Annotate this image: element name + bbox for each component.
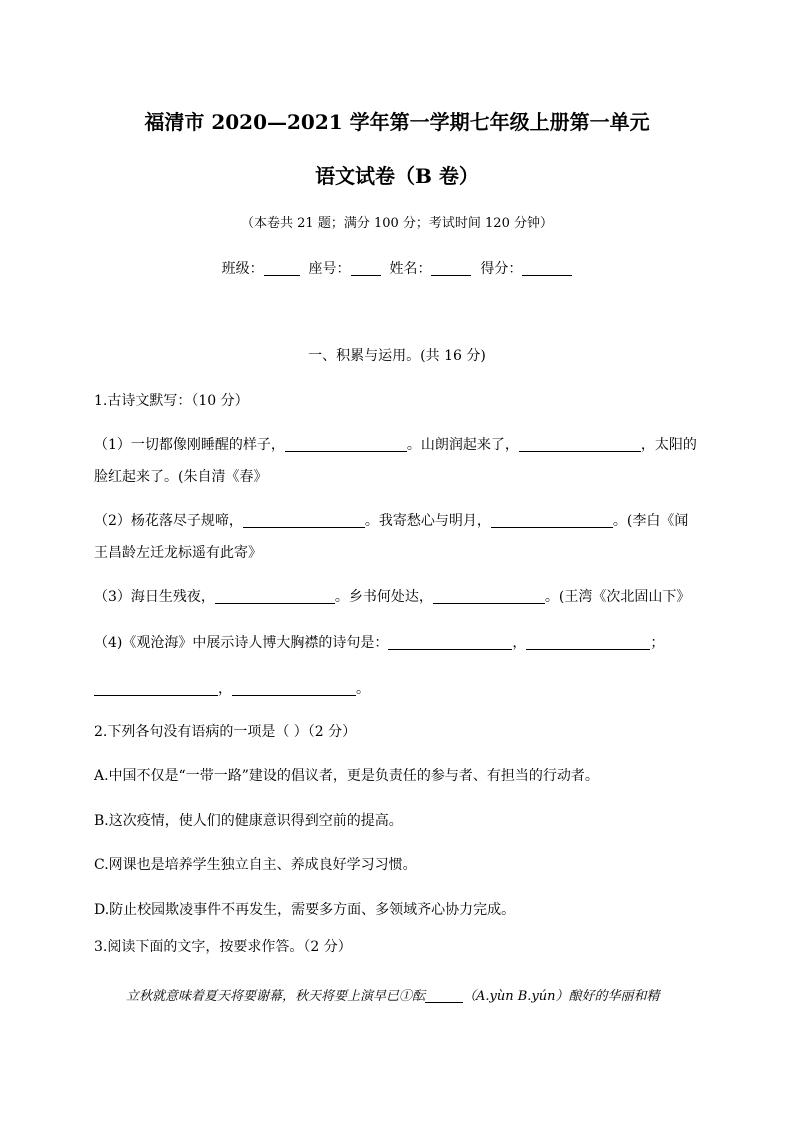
score-blank[interactable] [522, 261, 572, 276]
q3-title: 3.阅读下面的文字，按要求作答。（2 分） [94, 939, 352, 955]
score-label: 得分： [480, 261, 523, 277]
q1-item4-text-a: （4)《观沧海》中展示诗人博大胸襟的诗句是： [94, 635, 389, 651]
q2-title: 2.下列各句没有语病的一项是（ ）（2 分） [94, 724, 357, 740]
q2-option-c: C.网课也是培养学生独立自主、养成良好学习习惯。 [94, 857, 417, 873]
q2-option-b: B.这次疫情，使人们的健康意识得到空前的提高。 [94, 813, 403, 829]
q1-item4-blank-2[interactable] [526, 635, 650, 650]
q1-item4-blank-3[interactable] [94, 681, 218, 696]
q1-item4-cont [94, 678, 370, 698]
name-label: 姓名： [389, 261, 432, 277]
page-subtitle-title: 语文试卷（B 卷） [315, 164, 479, 188]
page-title: 福清市 2020—2021 学年第一学期七年级上册第一单元 [144, 110, 650, 134]
section-heading: 一、积累与运用。(共 16 分) [308, 348, 486, 364]
q1-item2-blank-1[interactable] [243, 513, 365, 528]
seat-blank[interactable] [351, 261, 381, 276]
class-blank[interactable] [264, 261, 300, 276]
q1-item4-text-d: ， [218, 681, 232, 697]
q1-item1-text-c: ，太阳的 [640, 437, 697, 453]
q1-item4-text-e: 。 [356, 681, 370, 697]
q1-item1-blank-2[interactable] [519, 437, 641, 452]
class-label: 班级： [221, 261, 264, 277]
q1-item2-text-c: 。(李白《闻 [612, 513, 689, 529]
q1-item3-text-b: 。乡书何处达， [334, 589, 433, 605]
q1-item4-blank-1[interactable] [388, 635, 512, 650]
q3-passage [126, 985, 660, 1004]
q1-item2-text-b: 。我寄愁心与明月， [364, 513, 491, 529]
q3-passage-text-a: 立秋就意味着夏天将要谢幕，秋天将要上演早已①酝 [126, 989, 426, 1004]
seat-label: 座号： [308, 261, 351, 277]
q1-item3-text-c: 。(王湾《次北固山下》 [544, 589, 691, 605]
q1-item2-text-a: （2）杨花落尽子规啼， [94, 513, 243, 529]
q1-item3 [94, 586, 690, 606]
q1-item4-text-c: ； [650, 635, 665, 651]
q1-item4-blank-4[interactable] [232, 681, 356, 696]
q1-item3-blank-2[interactable] [433, 589, 545, 604]
student-info-row [0, 258, 794, 278]
q3-passage-text-b: （A.yùn B.yún）酿好的华丽和精 [463, 989, 660, 1004]
q1-item1-text-a: （1）一切都像刚睡醒的样子， [94, 437, 285, 453]
q1-item3-text-a: （3）海日生残夜， [94, 589, 215, 605]
q3-blank-1[interactable] [425, 989, 463, 1003]
q1-item1 [94, 434, 697, 454]
q2-option-d: D.防止校园欺凌事件不再发生，需要多方面、多领域齐心协力完成。 [94, 902, 516, 918]
q1-item2-blank-2[interactable] [491, 513, 613, 528]
q1-title: 1.古诗文默写：（10 分） [94, 393, 249, 409]
q1-item1-blank-1[interactable] [285, 437, 407, 452]
q1-item4 [94, 632, 664, 652]
q1-item2-cont: 王昌龄左迁龙标遥有此寄》 [94, 545, 262, 561]
q1-item1-text-b: 。山朗润起来了， [406, 437, 519, 453]
q1-item1-cont: 脸红起来了。(朱自清《春》 [94, 469, 268, 485]
exam-instructions: （本卷共 21 题；满分 100 分；考试时间 120 分钟） [241, 216, 553, 231]
name-blank[interactable] [431, 261, 471, 276]
q1-item4-text-b: ， [512, 635, 527, 651]
q1-item3-blank-1[interactable] [215, 589, 335, 604]
q1-item2 [94, 510, 688, 530]
q2-option-a: A.中国不仅是“一带一路”建设的倡议者，更是负责任的参与者、有担当的行动者。 [94, 768, 599, 784]
